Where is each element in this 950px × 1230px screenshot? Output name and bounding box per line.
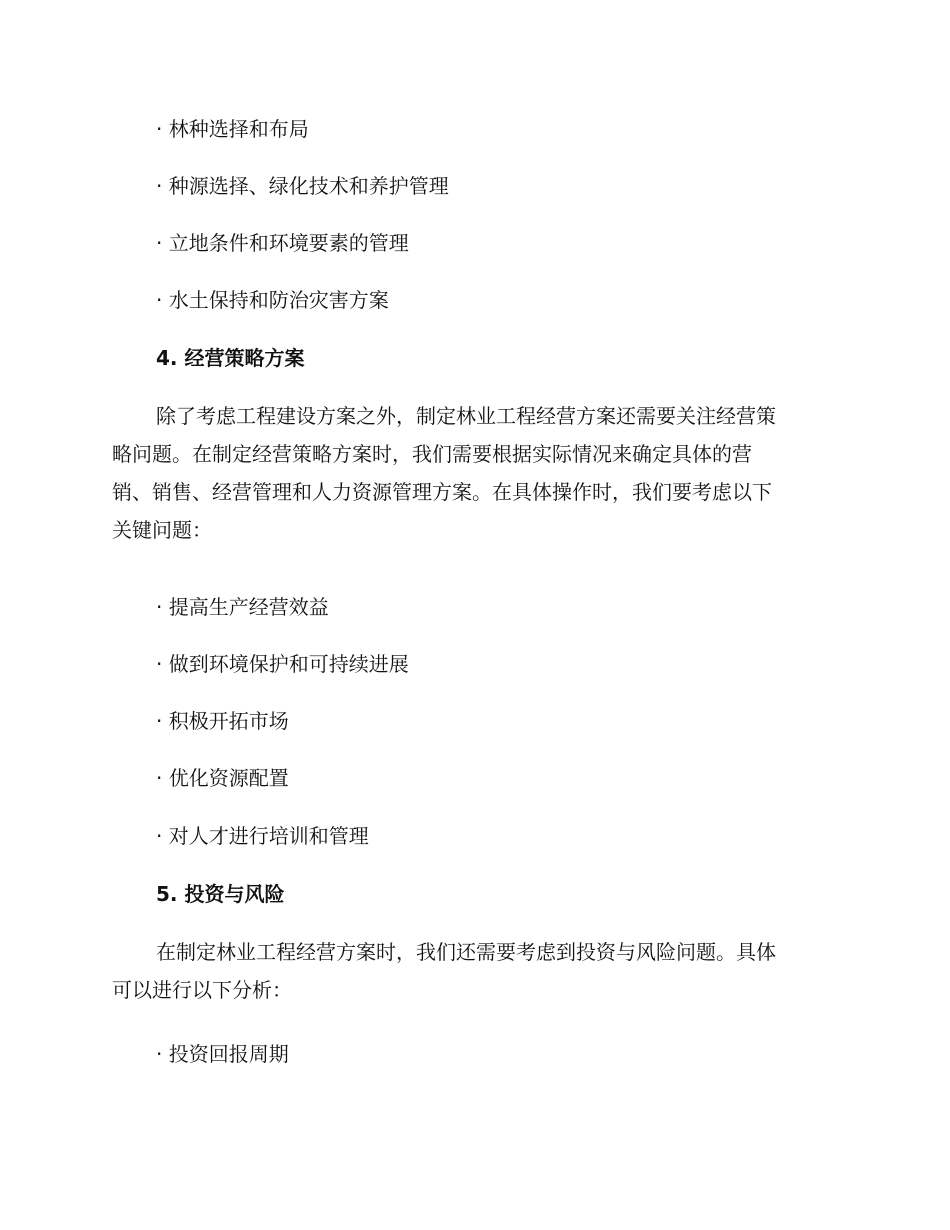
- list-item: · 提高生产经营效益: [156, 595, 329, 619]
- paragraph-line: 在制定林业工程经营方案时，我们还需要考虑到投资与风险问题。具体: [156, 940, 776, 964]
- list-item: · 水土保持和防治灾害方案: [156, 288, 389, 312]
- paragraph-line: 关键问题：: [112, 518, 212, 542]
- list-item: · 做到环境保护和可持续进展: [156, 652, 409, 676]
- list-item: · 立地条件和环境要素的管理: [156, 231, 409, 255]
- list-item: · 对人才进行培训和管理: [156, 824, 369, 848]
- list-item: · 种源选择、绿化技术和养护管理: [156, 174, 449, 198]
- list-item: · 投资回报周期: [156, 1042, 289, 1066]
- paragraph-line: 除了考虑工程建设方案之外，制定林业工程经营方案还需要关注经营策: [156, 404, 776, 428]
- paragraph-line: 销、销售、经营管理和人力资源管理方案。在具体操作时，我们要考虑以下: [112, 480, 772, 504]
- list-item: · 优化资源配置: [156, 766, 289, 790]
- list-item: · 林种选择和布局: [156, 117, 309, 141]
- paragraph-line: 略问题。在制定经营策略方案时，我们需要根据实际情况来确定具体的营: [112, 442, 752, 466]
- list-item: · 积极开拓市场: [156, 709, 289, 733]
- section-heading: 4. 经营策略方案: [156, 346, 305, 370]
- paragraph-line: 可以进行以下分析：: [112, 978, 292, 1002]
- section-heading: 5. 投资与风险: [156, 882, 285, 906]
